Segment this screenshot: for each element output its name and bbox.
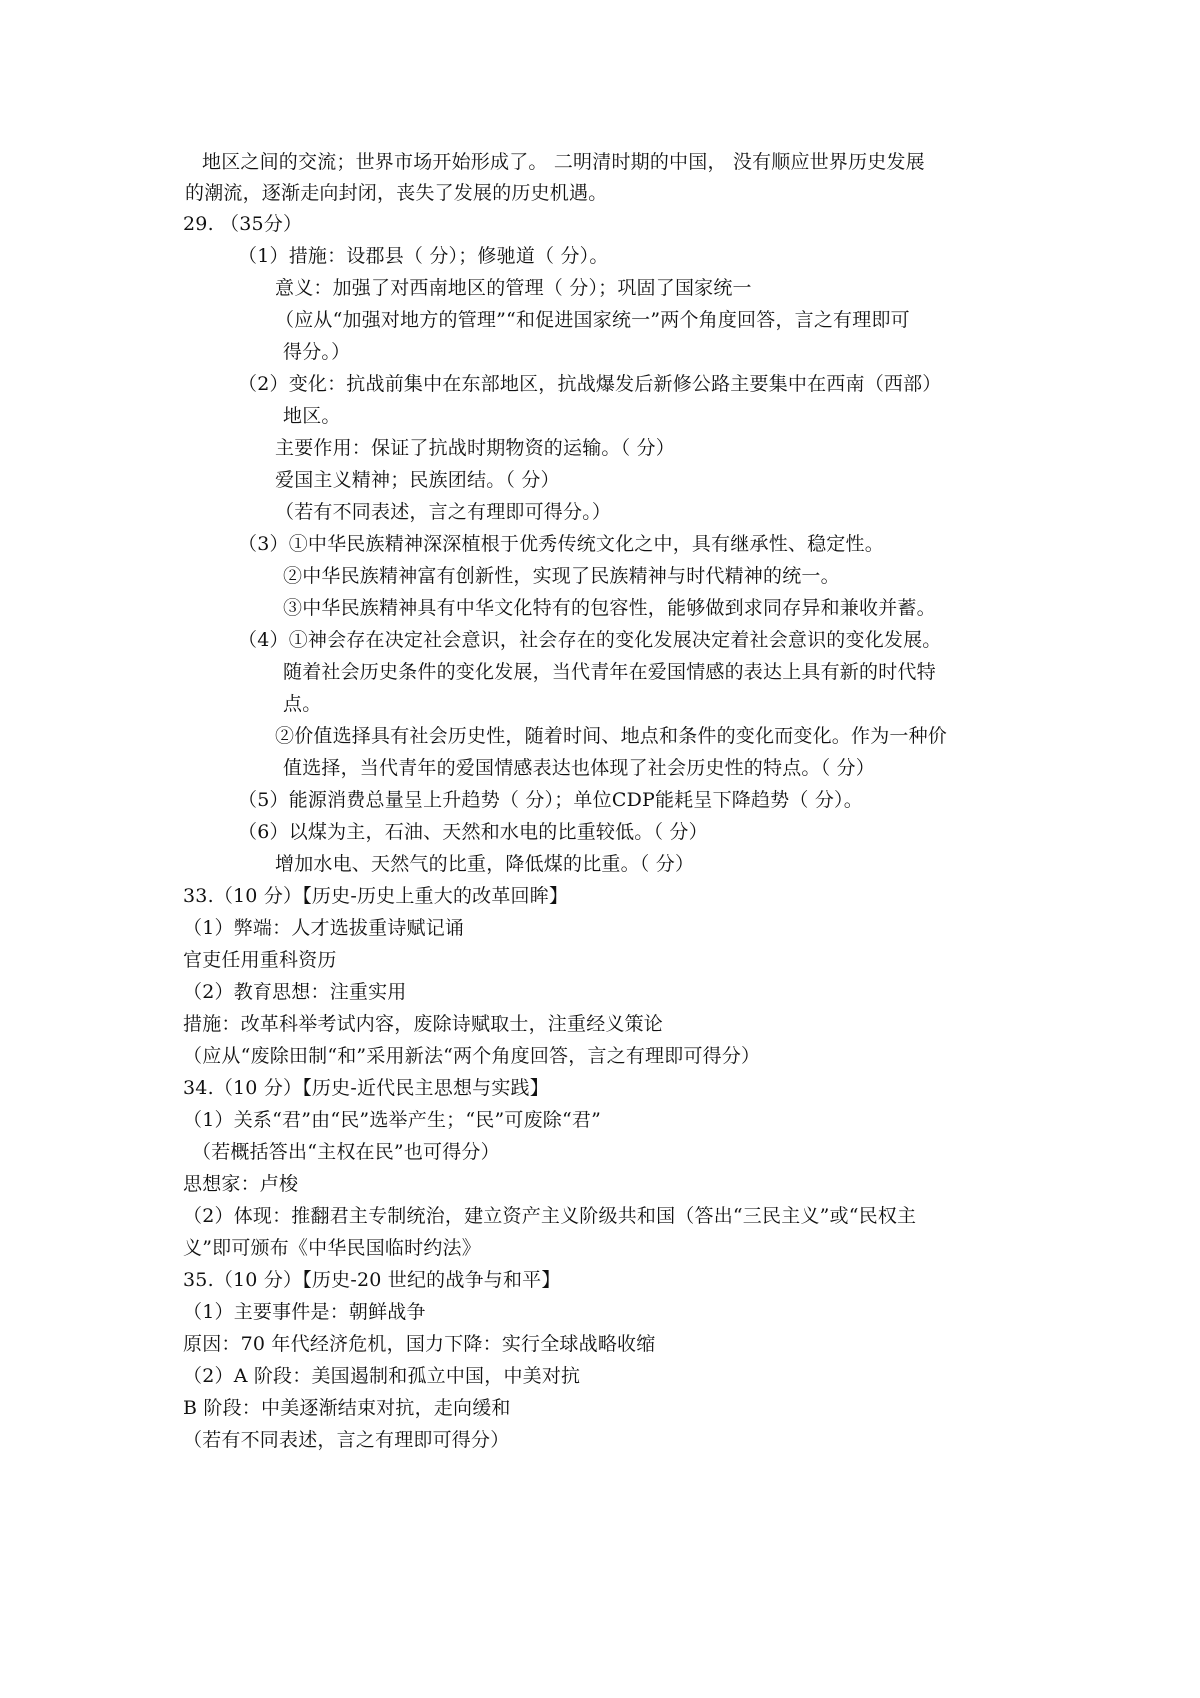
question-heading: 35.（10 分）【历史-20 世纪的战争与和平】 [183,1269,561,1291]
text-line: （若有不同表述，言之有理即可得分） [183,1429,510,1451]
question-heading: 33.（10 分）【历史-历史上重大的改革回眸】 [183,885,569,907]
text-line: （应从“废除田制“和”采用新法“两个角度回答，言之有理即可得分） [183,1045,761,1067]
text-line: （2）A 阶段：美国遏制和孤立中国，中美对抗 [183,1365,581,1387]
text-line: 义”即可颁布《中华民国临时约法》 [183,1237,481,1259]
text-line: （5）能源消费总量呈上升趋势（ 分）；单位CDP能耗呈下降趋势（ 分）。 [238,789,863,811]
text-line: B 阶段：中美逐渐结束对抗，走向缓和 [183,1397,511,1419]
text-line: （1）主要事件是：朝鲜战争 [183,1301,426,1323]
text-line: 官吏任用重科资历 [183,949,337,971]
question-heading: 34.（10 分）【历史-近代民主思想与实践】 [183,1077,549,1099]
text-line: （6）以煤为主，石油、天然和水电的比重较低。（ 分） [238,821,708,843]
text-line: 得分。） [283,341,351,363]
text-line: 思想家：卢梭 [183,1173,299,1195]
text-line: 随着社会历史条件的变化发展，当代青年在爱国情感的表达上具有新的时代特 [283,661,936,683]
text-line: 点。 [283,693,322,715]
text-line: 值选择，当代青年的爱国情感表达也体现了社会历史性的特点。（ 分） [283,757,875,779]
text-line: （4）①神会存在决定社会意识，社会存在的变化发展决定着社会意识的变化发展。 [238,629,942,651]
text-line: （2）变化：抗战前集中在东部地区，抗战爆发后新修公路主要集中在西南（西部） [238,373,942,395]
text-line: 增加水电、天然气的比重，降低煤的比重。（ 分） [275,853,695,875]
question-heading: 29. （35分） [183,213,303,235]
text-line: （应从“加强对地方的管理”“和促进国家统一”两个角度回答，言之有理即可 [275,309,910,331]
text-line: （若有不同表述，言之有理即可得分。） [275,501,612,523]
text-line: 措施：改革科举考试内容，废除诗赋取士，注重经义策论 [183,1013,664,1035]
text-line: （1）弊端：人才选拔重诗赋记诵 [183,917,465,939]
text-line: （2）教育思想：注重实用 [183,981,407,1003]
text-line: 地区之间的交流；世界市场开始形成了。 二明清时期的中国， 没有顺应世界历史发展 [202,151,925,173]
text-line: （1）关系“君”由“民”选举产生；“民”可废除“君” [183,1109,601,1131]
text-line: 的潮流，逐渐走向封闭，丧失了发展的历史机遇。 [185,182,608,204]
text-line: （2）体现：推翻君主专制统治，建立资产主义阶级共和国（答出“三民主义”或“民权主 [183,1205,917,1227]
text-line: 意义：加强了对西南地区的管理（ 分）；巩固了国家统一 [275,277,752,299]
text-line: （1）措施：设郡县（ 分）；修驰道（ 分）。 [238,245,609,267]
text-line: （3）①中华民族精神深深植根于优秀传统文化之中，具有继承性、稳定性。 [238,533,884,555]
text-line: 原因：70 年代经济危机，国力下降：实行全球战略收缩 [183,1333,656,1355]
text-line: ③中华民族精神具有中华文化特有的包容性，能够做到求同存异和兼收并蓄。 [283,597,936,619]
text-line: ②中华民族精神富有创新性，实现了民族精神与时代精神的统一。 [283,565,840,587]
text-line: （若概括答出“主权在民”也可得分） [192,1141,500,1163]
text-line: 主要作用：保证了抗战时期物资的运输。（ 分） [275,437,675,459]
text-line: ②价值选择具有社会历史性，随着时间、地点和条件的变化而变化。作为一种价 [275,725,948,747]
text-line: 爱国主义精神；民族团结。（ 分） [275,469,560,491]
text-line: 地区。 [283,405,341,427]
